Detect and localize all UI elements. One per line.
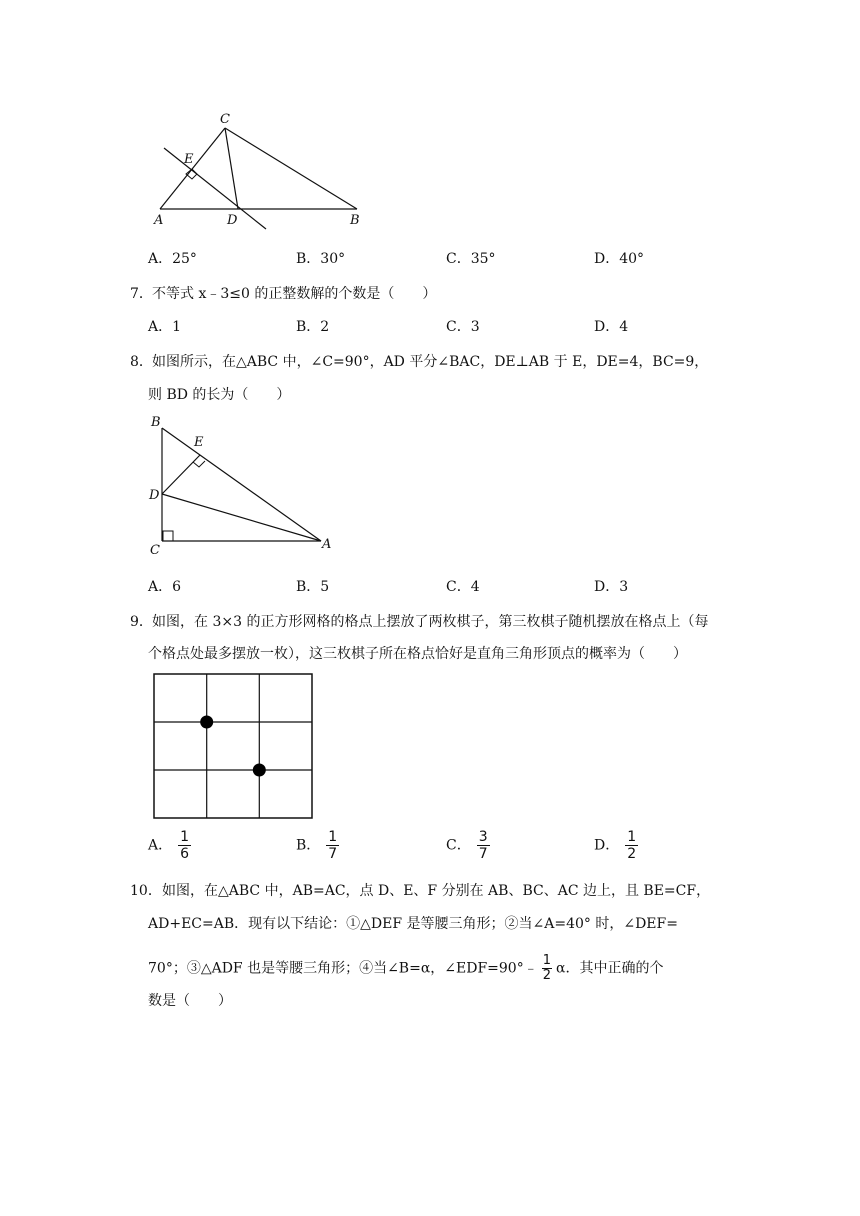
chess-piece-1 — [200, 716, 213, 729]
grid-border — [154, 674, 312, 818]
side-ac — [160, 128, 225, 209]
q8-number: 8． — [130, 354, 153, 370]
q9-option-d — [594, 829, 638, 862]
side-ba — [162, 428, 321, 541]
option-letter: D． — [594, 837, 620, 854]
q9-option-a — [148, 829, 191, 862]
q8-line-2: 则 BD 的长为（ ） — [148, 387, 291, 403]
numerator: 1 — [627, 829, 637, 845]
segment-de — [162, 455, 200, 494]
q7-option-d: D．4 — [594, 319, 629, 335]
right-angle-mark-e — [193, 461, 205, 467]
side-cb — [225, 128, 357, 209]
half-fraction — [542, 954, 552, 983]
fraction — [326, 829, 339, 862]
denominator: 6 — [180, 846, 190, 862]
right-angle-mark-c — [163, 531, 173, 541]
q10-line-3-pre: 70°；③△ADF 也是等腰三角形；④当∠B=α，∠EDF=90°﹣ — [148, 960, 538, 977]
denominator: 2 — [542, 968, 551, 983]
q7-text: 不等式 x﹣3≤0 的正整数解的个数是（ ） — [152, 286, 437, 302]
q8-triangle-figure — [145, 412, 345, 557]
label-d: D — [149, 488, 160, 503]
label-d: D — [227, 213, 238, 228]
q9-line-1: 如图，在 3×3 的正方形网格的格点上摆放了两枚棋子，第三枚棋子随机摆放在格点上（每 — [152, 614, 709, 630]
chess-piece-2 — [253, 764, 266, 777]
q7-option-c: C．3 — [446, 319, 480, 335]
q6-option-a: A．25° — [148, 251, 197, 267]
label-c: C — [220, 112, 230, 127]
q10-line-1: 如图，在△ABC 中，AB=AC，点 D、E、F 分别在 AB、BC、AC 边上，且 BE=CF， — [162, 883, 711, 899]
numerator: 1 — [180, 829, 190, 845]
q10-number: 10． — [130, 883, 162, 899]
fraction — [178, 829, 191, 862]
q9-option-c — [446, 829, 490, 862]
segment-da — [162, 494, 321, 541]
q8-option-a: A．6 — [148, 579, 182, 595]
label-a: A — [154, 213, 164, 228]
perpendicular-line — [164, 148, 266, 229]
label-c: C — [150, 543, 160, 557]
label-b: B — [350, 213, 360, 228]
q7-option-b: B．2 — [296, 319, 330, 335]
fraction — [625, 829, 638, 862]
label-e: E — [184, 152, 194, 167]
option-letter: B． — [296, 837, 321, 854]
fraction — [477, 829, 490, 862]
option-letter: C． — [446, 837, 471, 854]
numerator: 1 — [542, 953, 551, 968]
q9-line-2: 个格点处最多摆放一枚），这三枚棋子所在格点恰好是直角三角形顶点的概率为（ ） — [148, 646, 687, 662]
q6-triangle-figure — [150, 108, 370, 236]
q8-option-c: C．4 — [446, 579, 480, 595]
denominator: 7 — [478, 846, 488, 862]
q6-option-c: C．35° — [446, 251, 496, 267]
q9-number: 9． — [130, 614, 153, 630]
q6-option-b: B．30° — [296, 251, 346, 267]
numerator: 1 — [328, 829, 338, 845]
q8-line-1: 如图所示，在△ABC 中，∠C=90°，AD 平分∠BAC，DE⊥AB 于 E，DE=4，BC=9， — [152, 354, 709, 370]
q10-line-3-post: α．其中正确的个 — [556, 960, 664, 977]
label-a: A — [322, 537, 332, 552]
q7-number: 7． — [130, 286, 153, 302]
option-letter: A． — [148, 837, 173, 854]
q10-line-3 — [148, 954, 663, 983]
segment-cd — [225, 128, 238, 209]
q10-line-4: 数是（ ） — [148, 993, 232, 1009]
q9-grid-figure — [150, 670, 318, 822]
q9-option-b — [296, 829, 339, 862]
q8-option-d: D．3 — [594, 579, 629, 595]
label-e: E — [194, 435, 204, 450]
label-b: B — [151, 415, 161, 430]
q7-option-a: A．1 — [148, 319, 182, 335]
q6-option-d: D．40° — [594, 251, 645, 267]
denominator: 2 — [627, 846, 637, 862]
q8-option-b: B．5 — [296, 579, 330, 595]
denominator: 7 — [328, 846, 338, 862]
q10-line-2: AD+EC=AB．现有以下结论：①△DEF 是等腰三角形；②当∠A=40° 时，∠DEF= — [148, 916, 678, 932]
numerator: 3 — [478, 829, 488, 845]
